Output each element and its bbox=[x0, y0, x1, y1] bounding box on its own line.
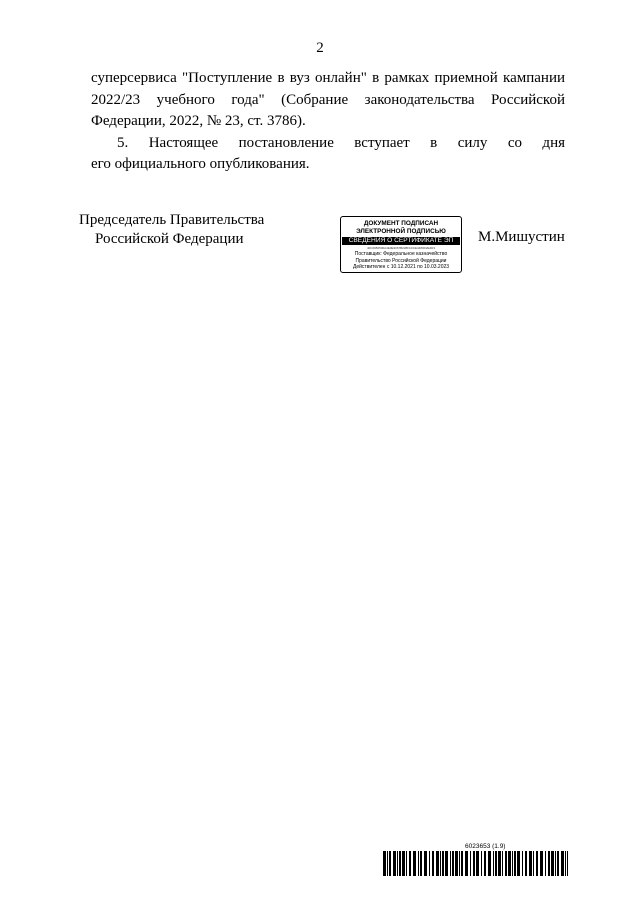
stamp-supplier: Поставщик: Федеральное казначейство bbox=[354, 251, 448, 257]
barcode-bar bbox=[424, 851, 427, 876]
position-line: Российской Федерации bbox=[95, 231, 244, 247]
barcode-bar bbox=[393, 851, 396, 876]
barcode-bar bbox=[473, 851, 475, 876]
barcode-bar bbox=[389, 851, 391, 876]
barcode-bar bbox=[445, 851, 448, 876]
barcode-bar bbox=[488, 851, 491, 876]
barcode-caption: 6023653 (1.9) bbox=[465, 843, 506, 850]
text-line: его официального опубликования. bbox=[91, 156, 310, 172]
barcode-bar bbox=[522, 851, 523, 876]
stamp-title: ДОКУМЕНТ ПОДПИСАН bbox=[363, 220, 439, 227]
barcode-bar bbox=[470, 851, 471, 876]
barcode-bar bbox=[498, 851, 501, 876]
stamp-validity: Действителен с 10.12.2021 по 10.03.2023 bbox=[352, 264, 450, 270]
barcode-bar bbox=[529, 851, 532, 876]
position-line: Председатель Правительства bbox=[79, 212, 265, 228]
barcode-bar bbox=[536, 851, 538, 876]
document-body bbox=[91, 68, 565, 176]
barcode-bar bbox=[517, 851, 520, 876]
barcode-bar bbox=[436, 851, 439, 876]
barcode-bar bbox=[533, 851, 534, 876]
barcode-bar bbox=[508, 851, 511, 876]
text-line: Федерации, 2022, № 23, ст. 3786). bbox=[91, 113, 306, 129]
barcode-bar bbox=[399, 851, 401, 876]
barcode-bar bbox=[429, 851, 430, 876]
barcode-bar bbox=[420, 851, 422, 876]
barcode-bar bbox=[525, 851, 527, 876]
barcode-bar bbox=[557, 851, 559, 876]
barcode-bar bbox=[387, 851, 388, 876]
stamp-serial: 40C0950500A4E0E3067B228F1DCE4480D2E2D3 bbox=[366, 246, 436, 250]
barcode-bar bbox=[455, 851, 458, 876]
barcode-bar bbox=[545, 851, 546, 876]
barcode-bar bbox=[512, 851, 513, 876]
text-line: 2022/23 учебного года" (Собрание законодательства Российской bbox=[91, 91, 565, 108]
barcode-bar bbox=[514, 851, 516, 876]
barcode-bar bbox=[397, 851, 398, 876]
electronic-signature-stamp bbox=[340, 216, 462, 273]
barcode-bar bbox=[452, 851, 454, 876]
barcode-bar bbox=[484, 851, 486, 876]
barcode bbox=[383, 851, 568, 876]
barcode-bar bbox=[493, 851, 494, 876]
signatory-position bbox=[79, 211, 264, 249]
barcode-bar bbox=[481, 851, 482, 876]
text-line: суперсервиса "Поступление в вуз онлайн" в рамках приемной кампании bbox=[91, 70, 565, 86]
page-number: 2 bbox=[316, 40, 324, 56]
barcode-bar bbox=[383, 851, 386, 876]
barcode-bar bbox=[476, 851, 479, 876]
text-line: 5. Настоящее постановление вступает в силу со дня bbox=[117, 134, 565, 151]
barcode-bar bbox=[561, 851, 564, 876]
barcode-bar bbox=[409, 851, 411, 876]
barcode-bar bbox=[442, 851, 444, 876]
barcode-bar bbox=[418, 851, 419, 876]
barcode-bar bbox=[567, 851, 568, 876]
barcode-bar bbox=[565, 851, 566, 876]
barcode-bar bbox=[440, 851, 441, 876]
barcode-bar bbox=[459, 851, 460, 876]
signatory-name: М.Мишустин bbox=[478, 229, 565, 245]
stamp-owner: Правительство Российской Федерации bbox=[355, 257, 447, 264]
stamp-banner: СВЕДЕНИЯ О СЕРТИФИКАТЕ ЭП bbox=[342, 237, 460, 245]
barcode-bar bbox=[465, 851, 468, 876]
barcode-bar bbox=[505, 851, 507, 876]
barcode-bar bbox=[461, 851, 463, 876]
barcode-bar bbox=[540, 851, 543, 876]
barcode-bar bbox=[502, 851, 503, 876]
barcode-bar bbox=[402, 851, 405, 876]
barcode-bar bbox=[551, 851, 554, 876]
stamp-title: ЭЛЕКТРОННОЙ ПОДПИСЬЮ bbox=[356, 228, 446, 235]
barcode-bar bbox=[413, 851, 416, 876]
barcode-bar bbox=[406, 851, 407, 876]
barcode-bar bbox=[495, 851, 497, 876]
barcode-bar bbox=[548, 851, 550, 876]
barcode-bar bbox=[450, 851, 451, 876]
barcode-bar bbox=[555, 851, 556, 876]
barcode-bar bbox=[432, 851, 434, 876]
